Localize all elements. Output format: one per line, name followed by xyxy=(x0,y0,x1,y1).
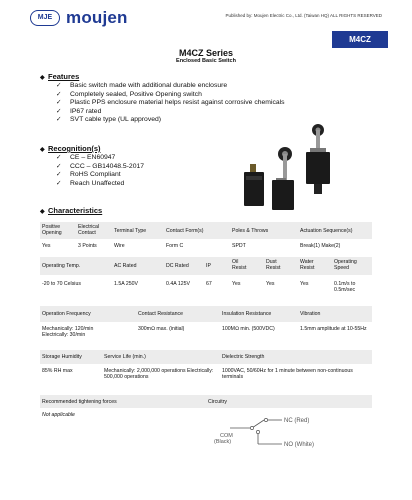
table-cell: 1.5A 250V xyxy=(114,281,138,287)
table-header-cell: Water Resist xyxy=(300,259,315,272)
pivot-terminal-icon xyxy=(250,426,253,429)
circuit-diagram xyxy=(200,410,340,480)
table-header-cell: Recommended tightening forces xyxy=(42,399,117,405)
table-header-cell: Storage Humidity xyxy=(42,354,82,360)
switch-arm xyxy=(252,420,264,428)
publisher-notice: Published by: Moujen Electric Co., Ltd. (Taiwan HQ) ALL RIGHTS RESERVED xyxy=(225,13,382,18)
no-label: NO (White) xyxy=(284,442,314,448)
table-header-cell: Electrical Contact xyxy=(78,224,100,237)
table-cell: 0.1m/s to 0.5m/sec xyxy=(334,281,356,294)
table-header-cell: Dust Resist xyxy=(266,259,281,272)
table-header-cell: IP xyxy=(206,263,211,269)
table-cell: 1.5mm amplitude at 10-55Hz xyxy=(300,326,367,332)
table-row xyxy=(40,222,372,239)
page-subtitle: Enclosed Basic Switch xyxy=(176,58,236,64)
table-cell: SPDT xyxy=(232,243,246,249)
check-icon: ✓ xyxy=(56,154,62,161)
recognitions-list xyxy=(56,154,144,188)
table-row xyxy=(40,350,372,364)
table-row xyxy=(40,325,372,343)
table-cell: 3 Points xyxy=(78,243,97,249)
page-header xyxy=(0,0,412,34)
table-header-cell: DC Rated xyxy=(166,263,189,269)
list-item: ✓ Basic switch made with additional durable enclosure xyxy=(56,82,228,89)
table-cell: Yes xyxy=(266,281,275,287)
list-item: ✓ IP67 rated xyxy=(56,107,102,115)
logo-badge: MJE xyxy=(30,10,60,26)
table-header-cell: Vibration xyxy=(300,311,321,317)
table-row xyxy=(40,367,372,385)
table-header-cell: Operating Speed xyxy=(334,259,357,272)
table-row xyxy=(40,257,372,275)
table-cell: Not applicable xyxy=(42,412,75,418)
check-icon: ✓ xyxy=(56,107,62,115)
list-item: ✓ Reach Unaffected xyxy=(56,179,125,187)
check-icon: ✓ xyxy=(56,171,62,179)
table-header-cell: Contact Form(s) xyxy=(166,228,204,234)
table-cell: 85% RH max xyxy=(42,368,73,374)
series-tab: M4CZ xyxy=(332,31,388,48)
logo-text: moujen xyxy=(66,8,128,27)
check-icon: ✓ xyxy=(56,82,62,89)
table-cell: 300mΩ max. (initial) xyxy=(138,326,185,332)
table-header-cell: Oil Resist xyxy=(232,259,247,272)
com-color-label: (Black) xyxy=(214,439,232,445)
table-cell: Yes xyxy=(232,281,241,287)
list-item: ✓ Completely sealed, Positive Opening switch xyxy=(56,90,202,98)
table-cell: Mechanically: 120/min Electrically: 30/min xyxy=(42,326,94,339)
table-cell: Yes xyxy=(42,243,51,249)
table-cell: 100MΩ min. (500VDC) xyxy=(222,326,275,332)
nc-label: NC (Red) xyxy=(284,418,310,424)
table-header-cell: AC Rated xyxy=(114,263,137,269)
table-header-cell: Insulation Resistance xyxy=(222,311,272,317)
diamond-bullet-icon: ◆ xyxy=(40,75,45,81)
list-item: ✓ CE – EN60947 xyxy=(56,154,116,161)
table-header-cell: Service Life (min.) xyxy=(104,354,146,360)
table-header-cell: Contact Resistance xyxy=(138,311,183,317)
table-header-cell: Actuation Sequence(s) xyxy=(300,228,353,234)
switch-product-images xyxy=(240,122,340,214)
table-cell: Break(1) Make(2) xyxy=(300,243,341,249)
table-cell: Wire xyxy=(114,243,125,249)
page-title: M4CZ Series xyxy=(178,48,234,58)
table-header-cell: Operation Frequency xyxy=(42,311,91,317)
table-row xyxy=(40,278,372,296)
table-header-cell: Poles & Throws xyxy=(232,228,269,234)
table-cell: 0.4A 125V xyxy=(166,281,190,287)
roller-plunger-switch-image xyxy=(306,124,330,194)
list-item: ✓ CCC – GB14048.5-2017 xyxy=(56,162,145,170)
check-icon: ✓ xyxy=(56,179,62,187)
com-label: COM xyxy=(220,433,233,439)
table-header-cell: Dielectric Strength xyxy=(222,354,265,360)
list-item: ✓ Plastic PPS enclosure material helps resist against corrosive chemicals xyxy=(56,99,285,107)
list-item: ✓ SVT cable type (UL approved) xyxy=(56,116,162,124)
check-icon: ✓ xyxy=(56,90,62,98)
plunger-switch-image xyxy=(244,164,264,206)
characteristics-heading: ◆ Characteristics xyxy=(40,206,103,215)
table-cell: Yes xyxy=(300,281,309,287)
table-cell: 1000VAC, 50/60Hz for 1 minute between non-continuous terminals xyxy=(222,368,353,381)
table-cell: Form C xyxy=(166,243,184,249)
table-header-cell: Circuitry xyxy=(208,399,228,405)
table-cell: -20 to 70 Celsius xyxy=(42,281,81,287)
diamond-bullet-icon: ◆ xyxy=(40,147,45,153)
features-list xyxy=(56,82,285,125)
nc-terminal-icon xyxy=(264,418,267,421)
check-icon: ✓ xyxy=(56,162,62,170)
table-cell: Mechanically: 2,000,000 operations Electrically: 500,000 operations xyxy=(104,368,214,381)
roller-lever-switch-image xyxy=(272,147,294,210)
check-icon: ✓ xyxy=(56,99,62,107)
table-row xyxy=(40,241,372,251)
table-cell: 67 xyxy=(206,281,212,287)
diamond-bullet-icon: ◆ xyxy=(40,209,45,215)
table-row xyxy=(40,306,372,322)
features-heading: ◆ Features xyxy=(40,72,80,81)
check-icon: ✓ xyxy=(56,116,62,124)
table-header-cell: Positive Opening xyxy=(42,224,62,237)
table-header-cell: Operating Temp. xyxy=(42,263,81,269)
no-terminal-icon xyxy=(256,430,259,433)
recognitions-heading: ◆ Recognition(s) xyxy=(40,144,101,153)
table-row xyxy=(40,395,372,408)
table-header-cell: Terminal Type xyxy=(114,228,147,234)
list-item: ✓ RoHS Compliant xyxy=(56,171,121,179)
